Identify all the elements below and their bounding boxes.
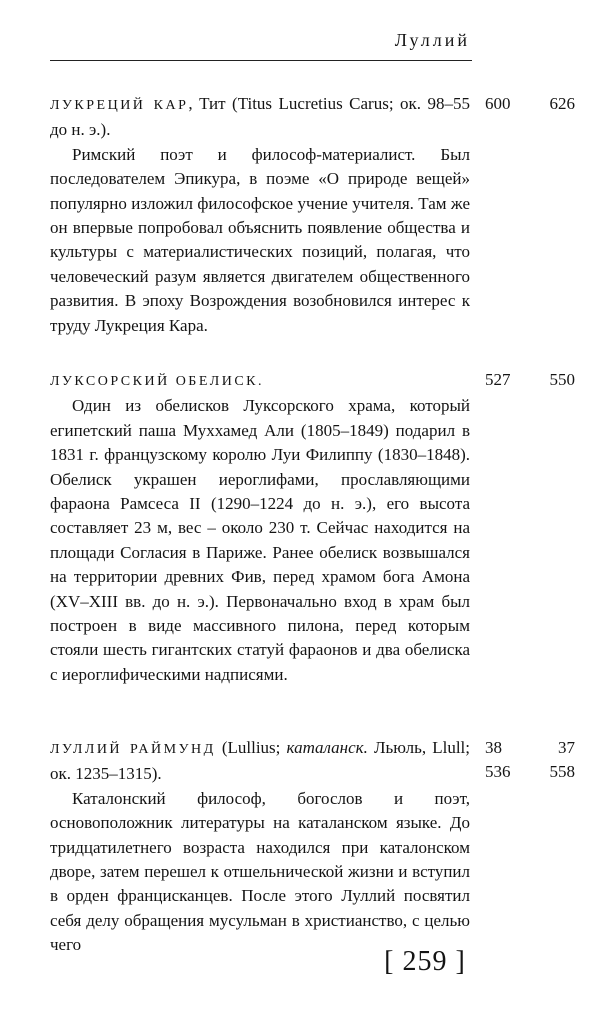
entry-headline-rest: , Тит (Titus Lucretius Carus; ок. 98–55 до н. э.). <box>50 94 471 140</box>
ref-page-b: 558 <box>549 762 575 782</box>
ref-row <box>485 92 575 116</box>
entry-headword: ЛУКСОРСКИЙ ОБЕЛИСК. <box>50 374 264 389</box>
ref-row <box>485 736 575 760</box>
page-number: [ 259 ] <box>384 946 466 977</box>
ref-page-a: 600 <box>485 94 511 113</box>
ref-row <box>485 368 575 392</box>
entry-lullius <box>50 736 470 958</box>
ref-page-a: 536 <box>485 762 511 782</box>
ref-page-a: 527 <box>485 370 511 389</box>
entry-headline <box>50 736 470 787</box>
ref-page-b: 37 <box>558 738 575 757</box>
entry-lucretius <box>50 92 470 338</box>
entry-luxor-obelisk <box>50 368 470 687</box>
entry-headline <box>50 92 470 143</box>
entry-headline-italic: каталанск. <box>286 738 368 757</box>
entry-body: Один из обелисков Луксорского храма, который египетский паша Муххамед Али (1805–1849) подарил в 1831 г. французскому королю Луи Филиппу (1830–1848). Обелиск украшен иероглифами, прославляющими фараона Рамсеса II (1290–1224 до н. э.), его высота составляет 23 м, вес – около 230 т. Сейчас находится на площади Согласия в Париже. Ранее обелиск возвышался на территории древних Фив, перед храмом бога Амона (XV–XIII вв. до н. э.). Первоначально вход в храм был построен в виде массивного пилона, перед которым стояли шесть гигантских статуй фараонов и два обелиска с иероглифическими надписями. <box>50 396 470 684</box>
entry-headline-post: Льюль, Llull; ок. 1235–1315). <box>50 738 470 784</box>
entry-headword: ЛУЛЛИЙ РАЙМУНД <box>50 742 216 757</box>
entry-refs-lullius <box>485 736 575 785</box>
ref-page-b: 550 <box>549 370 575 389</box>
entry-body: Каталонский философ, богослов и поэт, основоположник литературы на каталанском языке. До тридцатилетнего возраста находился при каталонском дворе, затем перешел к отшельнической жизни и вступил в орден францисканцев. После этого Луллий посвятил себя делу обращения мусульман в христианство, с целью чего <box>50 788 470 955</box>
running-head <box>50 30 472 61</box>
entry-refs-lucretius <box>485 92 575 116</box>
entry-headline-pre: (Lullius; <box>215 738 287 757</box>
running-head-title: Луллий <box>394 30 470 50</box>
entry-headline <box>50 368 470 394</box>
ref-page-a: 38 <box>485 738 502 757</box>
entry-body: Римский поэт и философ-материалист. Был последователем Эпикура, в поэме «О природе вещей» популярно изложил философское учение учителя. Там же он впервые попробовал объяснить появление общества и культуры с материалистических позиций, полагая, что человеческий разум является двигателем общественного развития. В эпоху Возрождения возобновился интерес к труду Лукреция Кара. <box>50 144 470 335</box>
entry-refs-luxor <box>485 368 575 392</box>
ref-row <box>485 760 575 784</box>
entry-headword: ЛУКРЕЦИЙ КАР <box>50 98 189 113</box>
ref-page-b: 626 <box>549 94 575 113</box>
